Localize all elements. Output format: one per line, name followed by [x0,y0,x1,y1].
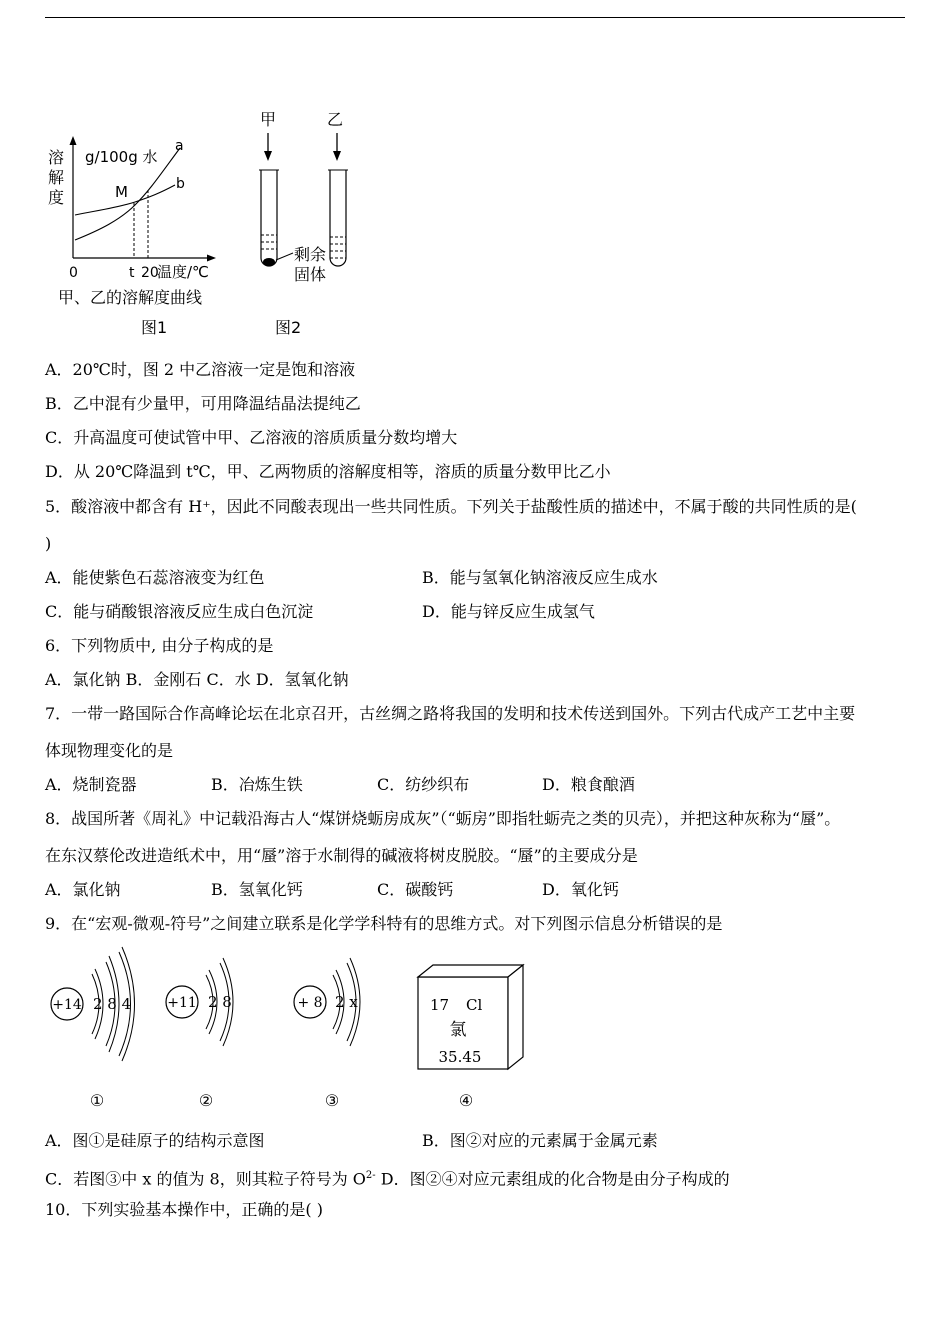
q4-option-a: A．20℃时，图 2 中乙溶液一定是饱和溶液 [45,360,356,379]
tick-t-label: t [129,265,135,281]
atom3-nucleus: + 8 [297,995,323,1011]
tube-jia [261,170,277,266]
curve-b-label: b [176,176,185,192]
q5-options-row1 [45,568,905,588]
element-label: ④ [458,1091,474,1110]
q9-option-d: D．图②④对应元素组成的化合物是由分子构成的 [380,1169,730,1189]
q7-option-d: D．粮食酿酒 [542,775,635,794]
y-label-3: 度 [48,188,65,207]
q5-option-a: A．能使紫色石蕊溶液变为红色 [45,568,265,587]
fig2-caption: 图2 [275,318,302,337]
q7-option-c: C．纺纱织布 [377,775,470,794]
q7-option-a: A．烧制瓷器 [45,775,137,794]
q8-stem-2: 在东汉蔡伦改进造纸术中，用“蜃”溶于水制得的碱液将树皮脱胶。“蜃”的主要成分是 [45,846,638,865]
q8-stem: 8．战国所著《周礼》中记载沿海古人“煤饼烧蛎房成灰”（“蛎房”即指牡蛎壳之类的贝壳），并把这种灰称为“蜃”。 [45,809,841,828]
label-yi: 乙 [327,110,344,129]
q8-option-c: C．碳酸钙 [377,880,454,899]
y-label-1: 溶 [48,148,65,167]
element-number: 17 [430,996,450,1014]
atom2-shells: 2 8 [208,993,232,1011]
q8-option-b: B．氢氧化钙 [211,880,303,899]
q6-stem: 6．下列物质中, 由分子构成的是 [45,636,274,655]
q7-stem: 7．一带一路国际合作高峰论坛在北京召开，古丝绸之路将我国的发明和技术传送到国外。下列古代成产工艺中主要 [45,704,856,723]
q9-option-c-charge: 2- [365,1170,376,1181]
q4-option-d: D．从 20℃降温到 t℃，甲、乙两物质的溶解度相等，溶质的质量分数甲比乙小 [45,462,611,481]
test-tubes-figure [250,105,380,345]
q5-stem-end: ) [45,534,52,553]
element-cell-chlorine [418,965,523,1110]
q5-stem: 5．酸溶液中都含有 H⁺，因此不同酸表现出一些共同性质。下列关于盐酸性质的描述中，不属于酸的共同性质的是( [45,497,857,516]
q9-options-row2 [45,1166,730,1189]
atom-structure-figure [40,945,560,1120]
q9-options-row1 [45,1131,905,1151]
q9-option-b: B．图②对应的元素属于金属元素 [422,1131,658,1150]
q9-stem: 9．在“宏观-微观-符号”之间建立联系是化学学科特有的思维方式。对下列图示信息分析错误的是 [45,914,723,933]
atom1-label: ① [89,1091,105,1110]
atom2-nucleus: +11 [167,995,197,1011]
point-m-label: M [115,183,128,201]
atom-diagram-2 [166,958,233,1110]
q9-option-a: A．图①是硅原子的结构示意图 [45,1131,265,1150]
origin-label: 0 [69,265,78,281]
element-mass: 35.45 [438,1048,482,1066]
y-label-2: 解 [48,168,65,187]
header-rule [45,17,905,18]
atom2-label: ② [198,1091,214,1110]
tube-yi [330,170,346,266]
element-name: 氯 [449,1020,467,1040]
unit-label: g/100g 水 [85,148,158,166]
q5-option-b: B．能与氢氧化钠溶液反应生成水 [422,568,658,587]
chart-subtitle: 甲、乙的溶解度曲线 [58,288,203,307]
residue-label-2: 固体 [294,265,327,284]
q8-option-a: A．氯化钠 [45,880,121,899]
q5-options-row2 [45,602,905,622]
solubility-chart [40,130,230,345]
atom3-label: ③ [324,1091,340,1110]
q10-stem: 10．下列实验基本操作中，正确的是( ) [45,1200,323,1219]
q4-option-c: C．升高温度可使试管中甲、乙溶液的溶质质量分数均增大 [45,428,458,447]
q7-option-b: B．冶炼生铁 [211,775,303,794]
q9-option-c: C．若图③中 x 的值为 8，则其粒子符号为 O [45,1169,366,1189]
q4-option-b: B．乙中混有少量甲，可用降温结晶法提纯乙 [45,394,361,413]
atom3-shells: 2 x [335,993,358,1011]
q8-option-d: D．氧化钙 [542,880,619,899]
q5-option-d: D．能与锌反应生成氢气 [422,602,595,621]
tick-20-label: 20 [141,265,159,281]
residue-solid [263,258,275,266]
atom-diagram-3 [294,958,360,1110]
q6-options: A．氯化钠 B．金刚石 C．水 D．氢氧化钠 [45,670,349,689]
atom-diagram-1 [51,947,135,1110]
x-axis-label: 温度/℃ [157,263,209,281]
curve-a-label: a [175,138,184,154]
label-jia: 甲 [260,110,277,129]
residue-label-1: 剩余 [294,245,327,264]
element-symbol: Cl [466,996,483,1014]
atom1-shells: 2 8 4 [93,995,132,1013]
atom1-nucleus: +14 [52,997,82,1013]
q7-stem-2: 体现物理变化的是 [45,741,174,760]
q5-option-c: C．能与硝酸银溶液反应生成白色沉淀 [45,602,314,621]
fig1-caption: 图1 [141,318,168,337]
